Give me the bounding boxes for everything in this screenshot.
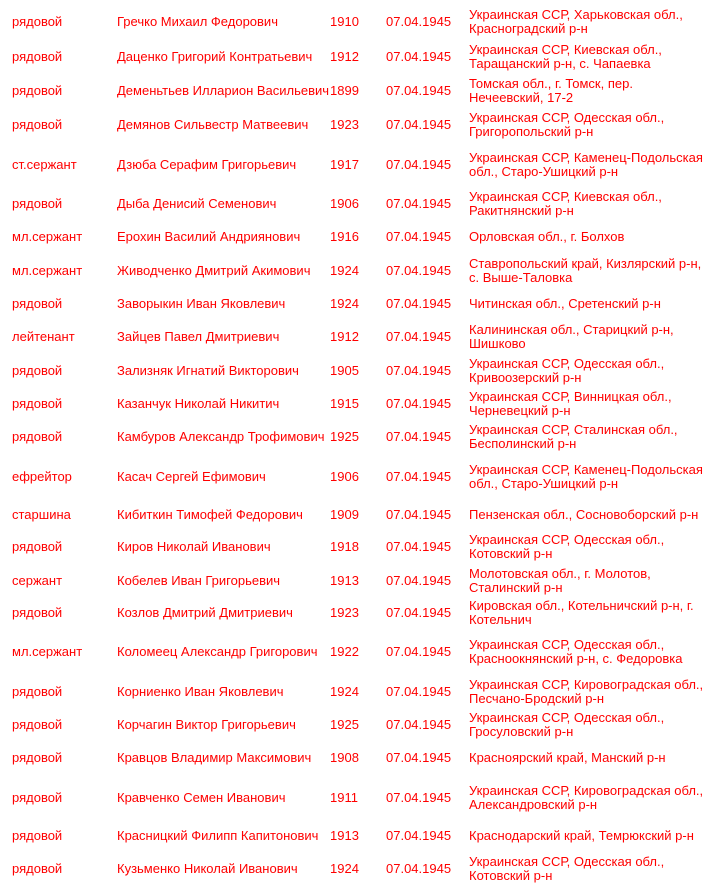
rank-cell: рядовой [12,196,63,211]
table-row [0,530,704,564]
table-row [0,775,704,820]
rank-cell: рядовой [12,295,63,311]
name-cell: Демянов Сильвестр Матвеевич [117,117,309,132]
table-row [0,629,704,675]
origin-place-cell: Украинская ССР, Сталинская обл., Бесполинский р-н [469,422,678,451]
origin-place-cell: Украинская ССР, Кировоградская обл., Песчано-Бродский р-н [469,676,704,706]
birth-year-cell: 1911 [330,789,358,805]
rank-cell: рядовой [12,605,63,620]
rank-cell: ефрейтор [12,468,72,484]
birth-year-cell: 1906 [330,196,359,211]
birth-year-cell: 1906 [330,468,359,484]
origin-place-cell: Молотовская обл., г. Молотов, Сталинский р-н [469,565,651,595]
death-date-cell: 07.04.1945 [386,329,452,344]
name-cell: Киров Николай Иванович [117,539,271,554]
death-date-cell: 07.04.1945 [386,117,452,132]
birth-year-cell: 1917 [330,157,359,172]
birth-year-cell: 1910 [330,14,359,29]
origin-place-cell: Украинская ССР, Винницкая обл., Черневецкий р-н [469,388,672,418]
table-row [0,74,704,108]
death-date-cell: 07.04.1945 [386,828,452,843]
rank-cell: рядовой [12,861,63,876]
origin-place-cell: Украинская ССР, Харьковская обл., Красноградский р-н [469,7,683,36]
table-row [0,188,704,220]
birth-year-cell: 1922 [330,644,359,659]
origin-place-cell: Украинская ССР, Одесская обл., Григоропольский р-н [469,110,665,139]
birth-year-cell: 1913 [330,828,359,843]
rank-cell: рядовой [12,117,63,132]
rank-cell: лейтенант [12,329,75,344]
rank-cell: рядовой [12,683,63,699]
origin-place-cell: Красноярский край, Манский р-н [469,750,666,765]
rank-cell: рядовой [12,828,63,843]
rank-cell: рядовой [12,362,63,378]
name-cell: Кобелев Иван Григорьевич [117,572,281,588]
origin-place-cell: Украинская ССР, Киевская обл., Ракитнянский р-н [469,189,662,218]
death-date-cell: 07.04.1945 [386,14,452,29]
rank-cell: рядовой [12,395,63,411]
name-cell: Даценко Григорий Контратьевич [117,49,313,64]
table-row [0,142,704,188]
origin-place-cell: Читинская обл., Сретенский р-н [469,295,661,311]
origin-place-cell: Украинская ССР, Одесская обл., Гросуловский р-н [469,709,665,739]
table-row [0,4,704,40]
death-date-cell: 07.04.1945 [386,429,452,444]
origin-place-cell: Пензенская обл., Сосновоборский р-н [469,506,699,522]
birth-year-cell: 1924 [330,861,359,876]
death-date-cell: 07.04.1945 [386,362,452,378]
birth-year-cell: 1912 [330,49,359,64]
origin-place-cell: Украинская ССР, Киевская обл., Таращанский р-н, с. Чапаевка [469,42,662,71]
rank-cell: мл.сержант [12,262,83,278]
table-row [0,354,704,387]
name-cell: Касач Сергей Ефимович [117,468,266,484]
table-row [0,420,704,454]
name-cell: Зализняк Игнатий Викторович [117,362,299,378]
name-cell: Казанчук Николай Никитич [117,395,280,411]
birth-year-cell: 1918 [330,539,359,554]
rank-cell: ст.сержант [12,157,77,172]
table-row [0,220,704,254]
name-cell: Красницкий Филипп Капитонович [117,828,319,843]
rank-cell: рядовой [12,539,63,554]
birth-year-cell: 1899 [330,83,359,98]
name-cell: Корниенко Иван Яковлевич [117,683,284,699]
origin-place-cell: Украинская ССР, Одесская обл., Котовский р-н [469,854,665,883]
death-date-cell: 07.04.1945 [386,229,452,244]
death-date-cell: 07.04.1945 [386,789,452,805]
death-date-cell: 07.04.1945 [386,262,452,278]
rank-cell: сержант [12,572,63,588]
name-cell: Кравченко Семен Иванович [117,789,286,805]
rank-cell: рядовой [12,750,63,765]
death-date-cell: 07.04.1945 [386,395,452,411]
table-row [0,499,704,530]
death-date-cell: 07.04.1945 [386,716,452,732]
name-cell: Коломеец Александр Григорович [117,644,318,659]
death-date-cell: 07.04.1945 [386,83,452,98]
table-row [0,40,704,74]
death-date-cell: 07.04.1945 [386,683,452,699]
birth-year-cell: 1923 [330,117,359,132]
birth-year-cell: 1905 [330,362,359,378]
table-row [0,708,704,741]
table-row [0,852,704,886]
death-date-cell: 07.04.1945 [386,644,452,659]
death-date-cell: 07.04.1945 [386,49,452,64]
death-date-cell: 07.04.1945 [386,196,452,211]
origin-place-cell: Украинская ССР, Одесская обл., Котовский р-н [469,532,665,561]
death-date-cell: 07.04.1945 [386,539,452,554]
casualty-list-body [0,4,704,886]
table-row [0,320,704,354]
birth-year-cell: 1916 [330,229,359,244]
casualty-list-table [0,4,704,886]
name-cell: Деменьтьев Илларион Васильевич [117,83,330,98]
origin-place-cell: Томская обл., г. Томск, пер. Нечеевский, 17-2 [469,76,633,105]
name-cell: Ерохин Василий Андриянович [117,229,301,244]
rank-cell: рядовой [12,49,63,64]
table-row [0,741,704,775]
origin-place-cell: Украинская ССР, Кировоградская обл., Александровский р-н [469,782,704,812]
table-row [0,108,704,142]
origin-place-cell: Украинская ССР, Одесская обл., Кривоозерский р-н [469,355,665,385]
birth-year-cell: 1908 [330,750,359,765]
name-cell: Кузьменко Николай Иванович [117,861,298,876]
name-cell: Дзюба Серафим Григорьевич [117,157,297,172]
name-cell: Гречко Михаил Федорович [117,14,278,29]
name-cell: Дыба Денисий Семенович [117,196,277,211]
death-date-cell: 07.04.1945 [386,572,452,588]
birth-year-cell: 1924 [330,683,359,699]
name-cell: Корчагин Виктор Григорьевич [117,716,296,732]
birth-year-cell: 1925 [330,429,359,444]
rank-cell: рядовой [12,429,63,444]
birth-year-cell: 1912 [330,329,359,344]
death-date-cell: 07.04.1945 [386,605,452,620]
rank-cell: рядовой [12,716,63,732]
table-row [0,287,704,320]
origin-place-cell: Краснодарский край, Темрюкский р-н [469,828,694,843]
table-row [0,675,704,708]
table-row [0,820,704,852]
name-cell: Заворыкин Иван Яковлевич [117,295,286,311]
death-date-cell: 07.04.1945 [386,157,452,172]
name-cell: Камбуров Александр Трофимович [117,429,325,444]
name-cell: Козлов Дмитрий Дмитриевич [117,605,293,620]
origin-place-cell: Кировская обл., Котельничский р-н, г. Котельнич [469,598,694,627]
origin-place-cell: Калининская обл., Старицкий р-н, Шишково [469,322,674,351]
birth-year-cell: 1923 [330,605,359,620]
rank-cell: мл.сержант [12,644,83,659]
death-date-cell: 07.04.1945 [386,506,452,522]
table-row [0,454,704,499]
rank-cell: рядовой [12,789,63,805]
rank-cell: мл.сержант [12,229,83,244]
death-date-cell: 07.04.1945 [386,295,452,311]
birth-year-cell: 1924 [330,262,359,278]
name-cell: Кравцов Владимир Максимович [117,750,312,765]
table-row [0,564,704,597]
table-row [0,254,704,287]
table-row [0,597,704,629]
table-row [0,387,704,420]
rank-cell: рядовой [12,83,63,98]
rank-cell: рядовой [12,14,63,29]
birth-year-cell: 1913 [330,572,359,588]
rank-cell: старшина [12,506,71,522]
birth-year-cell: 1925 [330,716,359,732]
origin-place-cell: Украинская ССР, Одесская обл., Красноокнянский р-н, с. Федоровка [469,637,683,666]
death-date-cell: 07.04.1945 [386,750,452,765]
birth-year-cell: 1909 [330,506,359,522]
origin-place-cell: Орловская обл., г. Болхов [469,229,625,244]
death-date-cell: 07.04.1945 [386,861,452,876]
birth-year-cell: 1915 [330,395,359,411]
origin-place-cell: Украинская ССР, Каменец-Подольская обл., Старо-Ушицкий р-н [469,150,703,179]
death-date-cell: 07.04.1945 [386,468,452,484]
name-cell: Живодченко Дмитрий Акимович [117,262,311,278]
birth-year-cell: 1924 [330,295,359,311]
origin-place-cell: Украинская ССР, Каменец-Подольская обл., Старо-Ушицкий р-н [469,461,703,491]
name-cell: Кибиткин Тимофей Федорович [117,506,303,522]
name-cell: Зайцев Павел Дмитриевич [117,329,280,344]
origin-place-cell: Ставропольский край, Кизлярский р-н, с. Выше-Таловка [469,255,702,285]
